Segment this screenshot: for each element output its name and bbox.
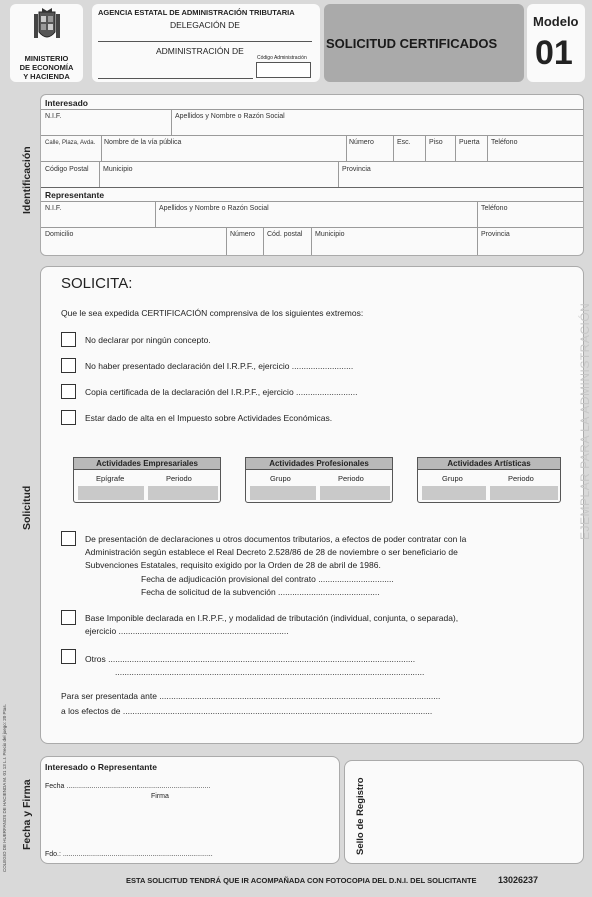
puerta-label: Puerta (459, 139, 480, 146)
firma-label: Firma (151, 793, 169, 800)
modelo-label: Modelo (533, 14, 579, 29)
fecha-firma-side-label: Fecha y Firma (21, 779, 33, 850)
delegacion-label: DELEGACIÓN DE (170, 20, 240, 30)
fecha-adjudicacion: Fecha de adjudicación provisional del contrato ................................ (141, 574, 394, 584)
ejemplar-watermark: EJEMPLAR PARA LA ADMINISTRACIÓN (578, 302, 592, 540)
interesado-rep-heading: Interesado o Representante (45, 762, 157, 772)
printer-side-text: COLEGIO DE HUERFANOS DE HACIENDA M. 01 13 L.I. Precio del juego: 20 Ptas. (2, 704, 7, 872)
fecha-line: Fecha .......................................................................... (45, 783, 211, 790)
telefono-label: Teléfono (491, 139, 518, 146)
a-los-efectos: a los efectos de ................................................................................................................................... (61, 706, 433, 716)
form-serial-number: 13026237 (498, 875, 539, 885)
checkbox-presentacion[interactable] (61, 531, 76, 546)
rep-numero-label: Número (230, 231, 255, 238)
checkbox-no-presentado[interactable] (61, 358, 76, 373)
identificacion-label: Identificación (21, 146, 33, 214)
presentada-ante: Para ser presentada ante ....................................................................................................................... (61, 691, 441, 701)
calle-label: Calle, Plaza, Avda. (45, 140, 96, 146)
periodo-label-1: Periodo (166, 474, 192, 483)
checkbox-copia[interactable] (61, 384, 76, 399)
representante-heading: Representante (45, 190, 105, 200)
fdo-line: Fdo.: ............................................................................. (45, 851, 213, 858)
apellidos-label: Apellidos y Nombre o Razón Social (175, 113, 285, 120)
rep-apellidos-label: Apellidos y Nombre o Razón Social (159, 205, 269, 212)
item-otros: Otros .................................................................................................................................. (85, 654, 416, 664)
actividades-empresariales-title: Actividades Empresariales (73, 457, 221, 470)
periodo-label-2: Periodo (338, 474, 364, 483)
rep-provincia-label: Provincia (481, 231, 510, 238)
grupo-field-2[interactable] (422, 486, 486, 500)
codigo-postal-label: Código Postal (45, 166, 89, 173)
checkbox-base-imponible[interactable] (61, 610, 76, 625)
grupo-label-1: Grupo (270, 474, 291, 483)
checkbox-no-declarar[interactable] (61, 332, 76, 347)
checkbox-alta-iae[interactable] (61, 410, 76, 425)
ministerio-box (10, 4, 83, 82)
identificacion-side (15, 96, 39, 256)
agencia-box (92, 4, 320, 82)
periodo-label-3: Periodo (508, 474, 534, 483)
item-presentacion-line1: De presentación de declaraciones u otros documentos tributarios, a efectos de poder contratar con la (85, 534, 467, 544)
numero-label: Número (349, 139, 374, 146)
solicitud-box (40, 266, 584, 744)
ministerio-line-2: DE ECONOMÍA (19, 63, 74, 72)
codigo-admin-field[interactable] (256, 62, 311, 78)
firma-box (40, 756, 340, 864)
coat-of-arms-icon (32, 8, 62, 46)
fecha-solicitud-subvencion: Fecha de solicitud de la subvención ........................................... (141, 587, 380, 597)
item-no-presentado: No haber presentado declaración del I.R.P.F., ejercicio .......................... (85, 361, 354, 371)
item-copia: Copia certificada de la declaración del I.R.P.F., ejercicio .......................... (85, 387, 358, 397)
checkbox-otros[interactable] (61, 649, 76, 664)
sello-label: Sello de Registro (355, 777, 366, 855)
item-base-imponible-line1: Base Imponible declarada en I.R.P.F., y modalidad de tributación (individual, conjunta, o separada), (85, 613, 459, 623)
provincia-label: Provincia (342, 166, 371, 173)
grupo-label-2: Grupo (442, 474, 463, 483)
modelo-number: 01 (535, 34, 573, 72)
form-title: SOLICITUD CERTIFICADOS (326, 36, 498, 51)
solicitud-intro: Que le sea expedida CERTIFICACIÓN comprensiva de los siguientes extremos: (61, 308, 364, 318)
rep-municipio-label: Municipio (315, 231, 345, 238)
actividades-empresariales-box (73, 459, 221, 503)
sello-box (344, 760, 584, 864)
footer-note: ESTA SOLICITUD TENDRÁ QUE IR ACOMPAÑADA CON FOTOCOPIA DEL D.N.I. DEL SOLICITANTE (126, 876, 477, 885)
actividades-profesionales-box (245, 459, 393, 503)
via-label: Nombre de la vía pública (104, 139, 182, 146)
domicilio-label: Domicilio (45, 231, 74, 238)
item-no-declarar: No declarar por ningún concepto. (85, 335, 211, 345)
actividades-profesionales-title: Actividades Profesionales (245, 457, 393, 470)
identificacion-box (40, 94, 584, 256)
periodo-field-1[interactable] (148, 486, 218, 500)
ministerio-line-3: Y HACIENDA (23, 72, 70, 81)
administracion-label: ADMINISTRACIÓN DE (156, 46, 244, 56)
title-box (324, 4, 524, 82)
ministerio-line-1: MINISTERIO (24, 54, 69, 63)
periodo-field-3[interactable] (490, 486, 558, 500)
rep-telefono-label: Teléfono (481, 205, 508, 212)
actividades-artisticas-title: Actividades Artísticas (417, 457, 561, 470)
codigo-admin-label: Código Administración (257, 55, 307, 61)
item-presentacion-line3: Subvenciones Estatales, requisito exigido por la Orden de 28 de abril de 1986. (85, 560, 381, 570)
rep-nif-label: N.I.F. (45, 205, 62, 212)
otros-line-2: ................................................................................................................................... (115, 667, 425, 677)
item-alta-iae: Estar dado de alta en el Impuesto sobre Actividades Económicas. (85, 413, 333, 423)
periodo-field-2[interactable] (320, 486, 390, 500)
grupo-field-1[interactable] (250, 486, 316, 500)
interesado-heading: Interesado (45, 98, 88, 108)
municipio-label: Municipio (103, 166, 133, 173)
solicita-heading: SOLICITA: (61, 275, 133, 292)
esc-label: Esc. (397, 139, 411, 146)
solicitud-side-label: Solicitud (21, 485, 33, 530)
cod-postal-label: Cód. postal (267, 231, 303, 238)
actividades-artisticas-box (417, 459, 561, 503)
item-presentacion-line2: Administración según establece el Real Decreto 2.528/86 de 28 de noviembre o ser beneficiario de (85, 547, 458, 557)
epigrafe-field[interactable] (78, 486, 144, 500)
item-base-imponible-line2: ejercicio ........................................................................ (85, 626, 289, 636)
piso-label: Piso (429, 139, 443, 146)
epigrafe-label: Epígrafe (96, 474, 125, 483)
agencia-title: AGENCIA ESTATAL DE ADMINISTRACIÓN TRIBUTARIA (98, 8, 295, 17)
modelo-box (527, 4, 585, 82)
nif-label: N.I.F. (45, 113, 62, 120)
